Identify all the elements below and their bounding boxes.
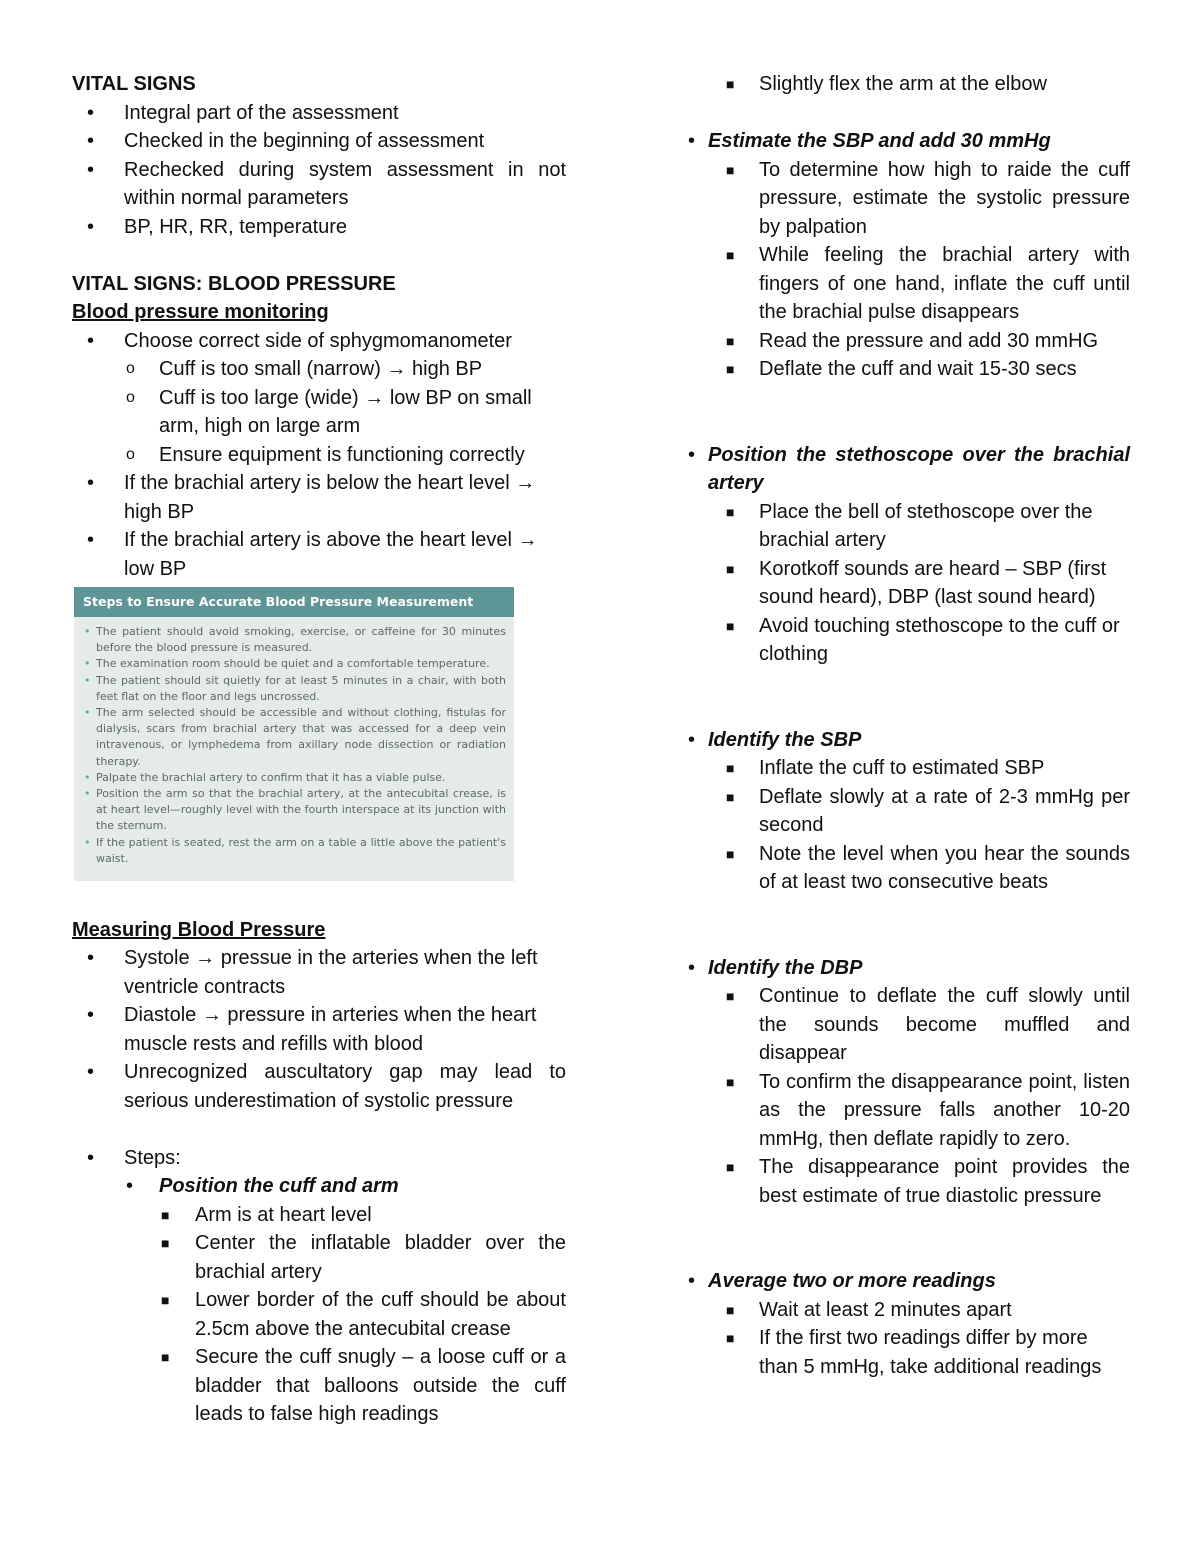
list-item: ■ To confirm the disappearance point, listen as the pressure falls another 10-20 mmHg, then deflate rapidly to zero. bbox=[726, 1070, 1130, 1150]
section-heading: • Identify the SBP bbox=[688, 728, 862, 751]
accurate-bp-steps-figure bbox=[74, 587, 514, 881]
list-item: • Palpate the brachial artery to confirm that it has a viable pulse. bbox=[84, 770, 446, 784]
list-item: ■ Inflate the cuff to estimated SBP bbox=[726, 757, 1045, 779]
list-item: • If the brachial artery is below the heart level → high BP bbox=[87, 472, 536, 523]
list-item: ■ Avoid touching stethoscope to the cuff or clothing bbox=[726, 614, 1120, 665]
list-item: • BP, HR, RR, temperature bbox=[87, 215, 348, 238]
list-item: ■ Wait at least 2 minutes apart bbox=[726, 1298, 1012, 1321]
list-item: • Position the cuff and arm bbox=[126, 1175, 399, 1197]
list-item: • If the patient is seated, rest the arm on a table a little above the patient's waist. bbox=[84, 835, 506, 865]
vital-signs-list bbox=[72, 99, 566, 242]
sbp-estimate-section bbox=[688, 127, 1130, 384]
list-item: ■ Deflate slowly at a rate of 2-3 mmHg per second bbox=[726, 785, 1130, 836]
list-item: ■ Center the inflatable bladder over the brachial artery bbox=[161, 1232, 566, 1283]
figure-title: Steps to Ensure Accurate Blood Pressure Measurement bbox=[74, 587, 514, 617]
list-item: ■ While feeling the brachial artery with fingers of one hand, inflate the cuff until the brachial pulse disappears bbox=[726, 244, 1130, 323]
list-item: • Systole → pressue in the arteries when the left ventricle contracts bbox=[87, 947, 538, 998]
flex-list bbox=[688, 70, 1130, 99]
list-item: • Diastole → pressure in arteries when the heart muscle rests and refills with blood bbox=[87, 1004, 537, 1055]
measuring-list bbox=[72, 944, 566, 1115]
list-item: ■ Slightly flex the arm at the elbow bbox=[726, 73, 1047, 95]
list-item: • The patient should sit quietly for at least 5 minutes in a chair, with both feet flat on the floor and legs uncrossed. bbox=[84, 673, 506, 703]
list-item: o Ensure equipment is functioning correctly bbox=[126, 443, 525, 466]
list-item: • Position the arm so that the brachial artery, at the antecubital crease, is at heart level—roughly level with the fourth interspace at its junction with the sternum. bbox=[84, 787, 506, 833]
identify-dbp-section bbox=[688, 954, 1130, 1211]
list-item: ■ Deflate the cuff and wait 15-30 secs bbox=[726, 358, 1077, 380]
measuring-bp-subheading: Measuring Blood Pressure bbox=[72, 918, 326, 941]
list-item: ■ If the first two readings differ by more than 5 mmHg, take additional readings bbox=[726, 1327, 1102, 1378]
list-item: • Integral part of the assessment bbox=[87, 101, 399, 124]
list-item: • Rechecked during system assessment in not within normal parameters bbox=[87, 158, 566, 209]
average-readings-section bbox=[688, 1267, 1130, 1381]
list-item: • Checked in the beginning of assessment bbox=[87, 130, 485, 152]
list-item: ■ Note the level when you hear the sounds of at least two consecutive beats bbox=[726, 842, 1130, 893]
list-item: ■ Arm is at heart level bbox=[161, 1203, 372, 1226]
list-item: • The examination room should be quiet and a comfortable temperature. bbox=[84, 657, 490, 671]
list-item: • Steps: bbox=[87, 1146, 181, 1169]
list-item: ■ Read the pressure and add 30 mmHG bbox=[726, 329, 1099, 352]
bp-monitoring-subheading: Blood pressure monitoring bbox=[72, 301, 329, 323]
bp-monitoring-list bbox=[72, 327, 566, 584]
list-item: ■ To determine how high to raide the cuff pressure, estimate the systolic pressure by palpation bbox=[726, 158, 1130, 238]
right-column bbox=[688, 70, 1130, 1381]
list-item: ■ Lower border of the cuff should be about 2.5cm above the antecubital crease bbox=[161, 1289, 566, 1340]
list-item: ■ Secure the cuff snugly – a loose cuff or a bladder that balloons outside the cuff leads to false high readings bbox=[161, 1346, 566, 1425]
list-item: o Cuff is too small (narrow) → high BP bbox=[126, 358, 483, 380]
list-item: ■ Korotkoff sounds are heard – SBP (first sound heard), DBP (last sound heard) bbox=[726, 557, 1107, 608]
section-heading: • Identify the DBP bbox=[688, 956, 863, 979]
list-item: • Choose correct side of sphygmomanometer bbox=[87, 329, 512, 352]
stethoscope-section bbox=[688, 441, 1130, 669]
identify-sbp-section bbox=[688, 726, 1130, 897]
list-item: ■ Place the bell of stethoscope over the brachial artery bbox=[726, 500, 1093, 551]
section-heading: • Average two or more readings bbox=[688, 1270, 996, 1292]
section-heading: • Position the stethoscope over the brachial artery bbox=[688, 443, 1130, 494]
section-heading: • Estimate the SBP and add 30 mmHg bbox=[688, 130, 1051, 152]
list-item: ■ Continue to deflate the cuff slowly until the sounds become muffled and disappear bbox=[726, 985, 1130, 1064]
list-item: • The arm selected should be accessible and without clothing, fistulas for dialysis, scars from brachial artery that was accessed for a deep vein intravenous, or lymphedema from axillary node dissection or radiation therapy. bbox=[84, 706, 506, 768]
steps-list bbox=[72, 1144, 566, 1429]
list-item: o Cuff is too large (wide) → low BP on small arm, high on large arm bbox=[126, 386, 532, 437]
list-item: • If the brachial artery is above the heart level → low BP bbox=[87, 529, 538, 580]
vital-signs-heading: VITAL SIGNS bbox=[72, 73, 196, 95]
list-item: • Unrecognized auscultatory gap may lead to serious underestimation of systolic pressure bbox=[87, 1061, 566, 1112]
blood-pressure-heading: VITAL SIGNS: BLOOD PRESSURE bbox=[72, 272, 396, 295]
list-item: • The patient should avoid smoking, exercise, or caffeine for 30 minutes before the blood pressure is measured. bbox=[84, 625, 506, 655]
list-item: ■ The disappearance point provides the best estimate of true diastolic pressure bbox=[726, 1156, 1130, 1207]
figure-list bbox=[74, 617, 514, 867]
left-column bbox=[72, 70, 566, 1429]
